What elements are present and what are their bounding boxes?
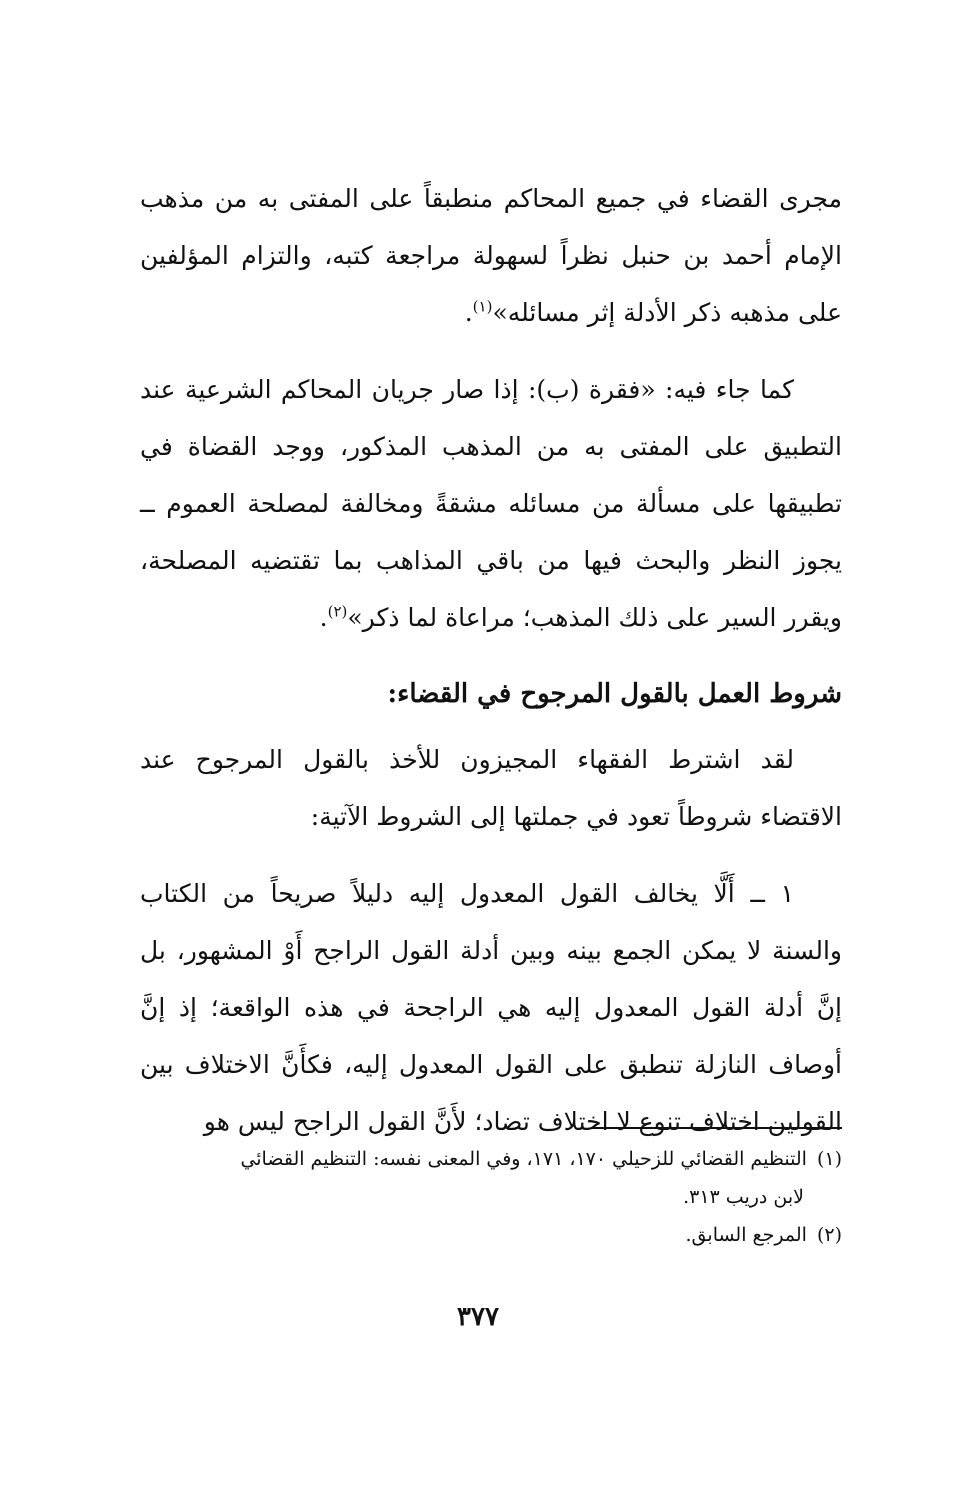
paragraph-1 [140,170,842,341]
paragraph-1-text: مجرى القضاء في جميع المحاكم منطبقاً على المفتى به من مذهب الإمام أحمد بن حنبل نظراً لسهولة مراجعة كتبه، والتزام المؤلفين على مذهبه ذكر الأدلة إثر مسائله» [140,184,842,327]
paragraph-2-text: كما جاء فيه: «فقرة (ب): إذا صار جريان المحاكم الشرعية عند التطبيق على المفتى به من المذهب المذكور، ووجد القضاة في تطبيقها على مسألة من مسائله مشقةً ومخالفة لمصلحة العموم ــ يجوز النظر والبحث فيها من باقي المذاهب بما تقتضيه المصلحة، ويقرر السير على ذلك المذهب؛ مراعاة لما ذكر» [140,375,842,632]
section-heading: شروط العمل بالقول المرجوح في القضاء: [387,679,842,709]
paragraph-1-end: . [464,298,473,327]
paragraph-2 [140,361,842,646]
footnote-2-number: (٢) [816,1224,842,1246]
footnote-2-text: المرجع السابق. [685,1224,807,1246]
footnote-1 [140,1140,842,1178]
footnotes [140,1140,842,1254]
footnote-divider [592,1127,842,1129]
footnote-ref-2[interactable]: (٢) [327,602,348,621]
paragraph-2-end: . [319,603,328,632]
footnote-1-line-1: التنظيم القضائي للزحيلي ١٧٠، ١٧١، وفي المعنى نفسه: التنظيم القضائي [240,1148,807,1170]
footnote-1-continuation: لابن دريب ٣١٣. [683,1186,804,1208]
footnote-1-number: (١) [816,1148,842,1170]
paragraph-3: لقد اشترط الفقهاء المجيزون للأخذ بالقول المرجوح عند الاقتضاء شروطاً تعود في جملتها إلى الشروط الآتية: [140,745,842,831]
page-number: ٣٧٧ [457,1302,499,1332]
paragraph-4: ١ ــ أَلَّا يخالف القول المعدول إليه دليلاً صريحاً من الكتاب والسنة لا يمكن الجمع بينه وبين أدلة القول الراجح أَوْ المشهور، بل إنَّ أدلة القول المعدول إليه هي الراجحة في هذه الواقعة؛ إذ إنَّ أوصاف النازلة تنطبق على القول المعدول إليه، فكأَنَّ الاختلاف بين القولين اختلاف تنوع لا اختلاف تضاد؛ لأَنَّ القول الراجح ليس هو [140,879,842,1136]
footnote-ref-1[interactable]: (١) [472,297,493,316]
page-body [140,170,842,1150]
footnote-2 [140,1216,842,1254]
